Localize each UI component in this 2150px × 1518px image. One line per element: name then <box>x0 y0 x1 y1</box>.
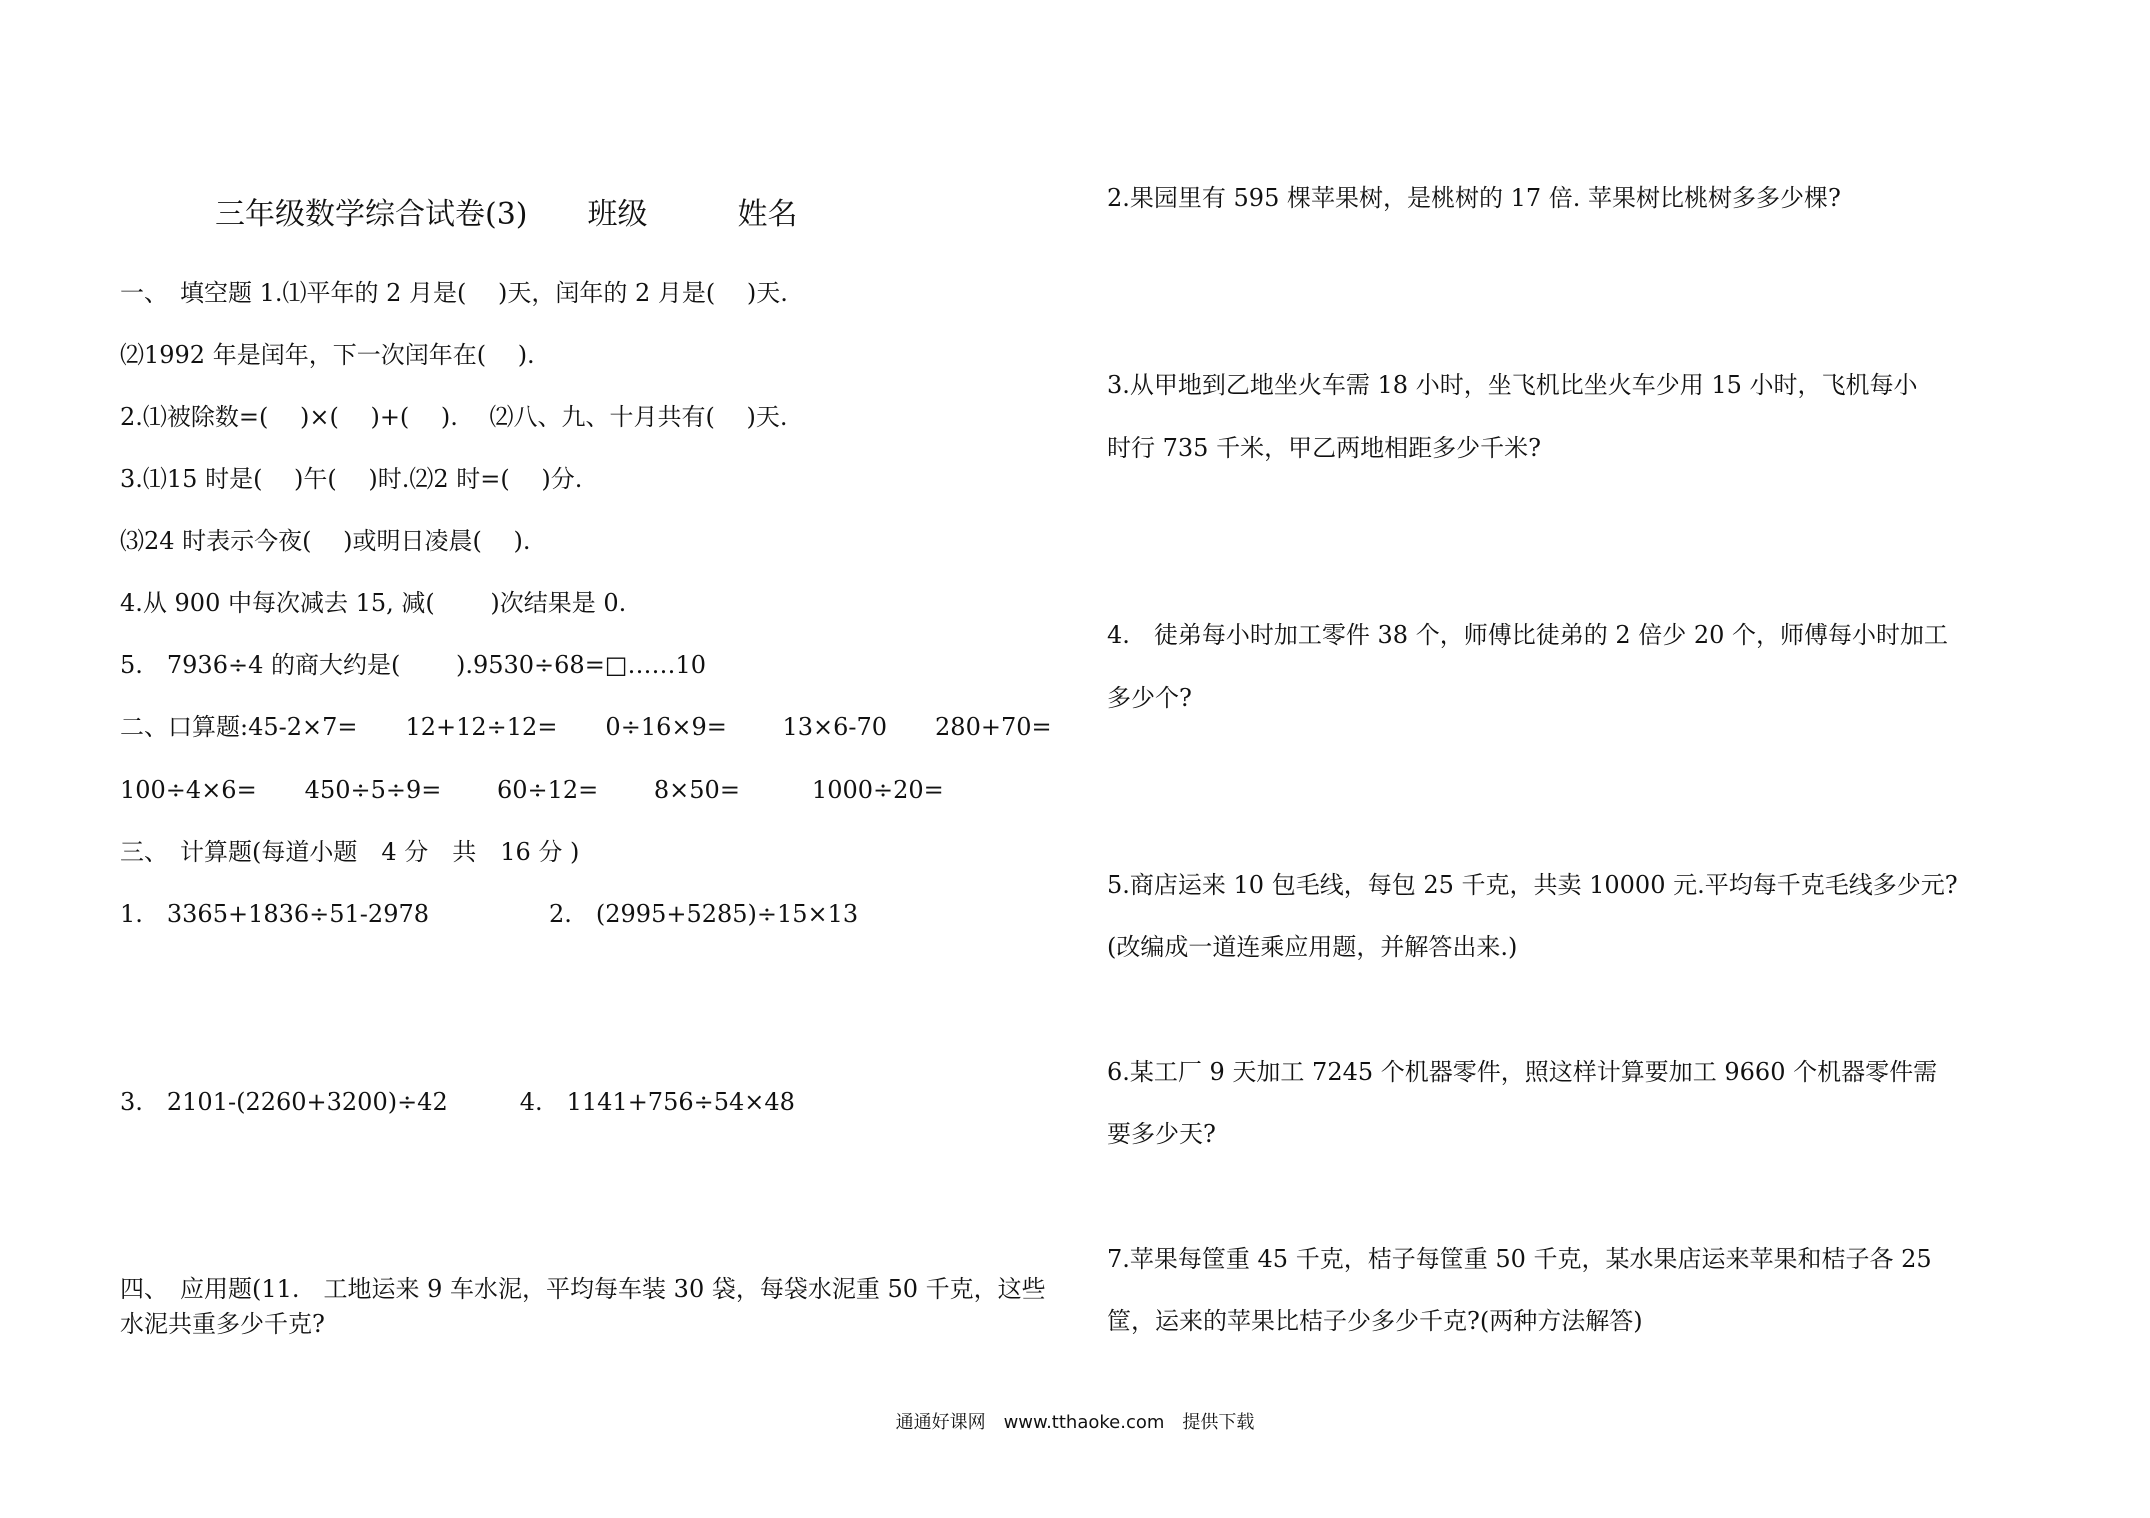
word-problem-6-cont: 要多少天? <box>1107 1120 1216 1148</box>
calc-section-heading: 三、 计算题(每道小题 4 分 共 16 分 ) <box>120 838 580 866</box>
word-problem-7: 7.苹果每筐重 45 千克，桔子每筐重 50 千克，某水果店运来苹果和桔子各 25 <box>1107 1245 1932 1273</box>
word-problem-3-cont: 时行 735 千米，甲乙两地相距多少千米? <box>1107 434 1541 462</box>
fill-blank-q4: 4.从 900 中每次减去 15, 减( )次结果是 0. <box>120 589 627 617</box>
page-title: 三年级数学综合试卷(3) 班级 姓名 <box>215 197 798 232</box>
mental-math-row-1: 二、口算题:45-2×7= 12+12÷12= 0÷16×9= 13×6-70 280+70= <box>120 713 1052 741</box>
word-problem-5-cont: (改编成一道连乘应用题，并解答出来.) <box>1107 933 1518 961</box>
word-problem-5: 5.商店运来 10 包毛线，每包 25 千克，共卖 10000 元.平均每千克毛线多少元? <box>1107 871 1958 899</box>
fill-blank-q1: 一、 填空题 1.⑴平年的 2 月是( )天，闰年的 2 月是( )天. <box>120 279 788 307</box>
fill-blank-q5: 5. 7936÷4 的商大约是( ).9530÷68=□……10 <box>120 651 707 679</box>
word-problem-1-cont: 水泥共重多少千克? <box>120 1310 325 1338</box>
word-problem-1: 四、 应用题(11. 工地运来 9 车水泥，平均每车装 30 袋，每袋水泥重 50 千克，这些 <box>120 1275 1046 1303</box>
word-problem-4-cont: 多少个? <box>1107 684 1192 712</box>
fill-blank-q3-3: ⑶24 时表示今夜( )或明日凌晨( ). <box>120 527 531 555</box>
mental-math-row-2: 100÷4×6= 450÷5÷9= 60÷12= 8×50= 1000÷20= <box>120 776 944 804</box>
calc-row-1: 1. 3365+1836÷51-2978 2. (2995+5285)÷15×13 <box>120 900 859 928</box>
calc-row-2: 3. 2101-(2260+3200)÷42 4. 1141+756÷54×48 <box>120 1088 795 1116</box>
fill-blank-q1-2: ⑵1992 年是闰年，下一次闰年在( ). <box>120 341 535 369</box>
word-problem-4: 4. 徒弟每小时加工零件 38 个，师傅比徒弟的 2 倍少 20 个，师傅每小时加工 <box>1107 621 1949 649</box>
word-problem-3: 3.从甲地到乙地坐火车需 18 小时，坐飞机比坐火车少用 15 小时，飞机每小 <box>1107 371 1918 399</box>
word-problem-6: 6.某工厂 9 天加工 7245 个机器零件，照这样计算要加工 9660 个机器零件需 <box>1107 1058 1938 1086</box>
word-problem-2: 2.果园里有 595 棵苹果树，是桃树的 17 倍. 苹果树比桃树多多少棵? <box>1107 184 1841 212</box>
footer-source: 通通好课网 www.tthaoke.com 提供下载 <box>895 1412 1255 1433</box>
fill-blank-q2: 2.⑴被除数=( )×( )+( ). ⑵八、九、十月共有( )天. <box>120 403 788 431</box>
word-problem-7-cont: 筐，运来的苹果比桔子少多少千克?(两种方法解答) <box>1107 1307 1643 1335</box>
fill-blank-q3: 3.⑴15 时是( )午( )时.⑵2 时=( )分. <box>120 465 583 493</box>
